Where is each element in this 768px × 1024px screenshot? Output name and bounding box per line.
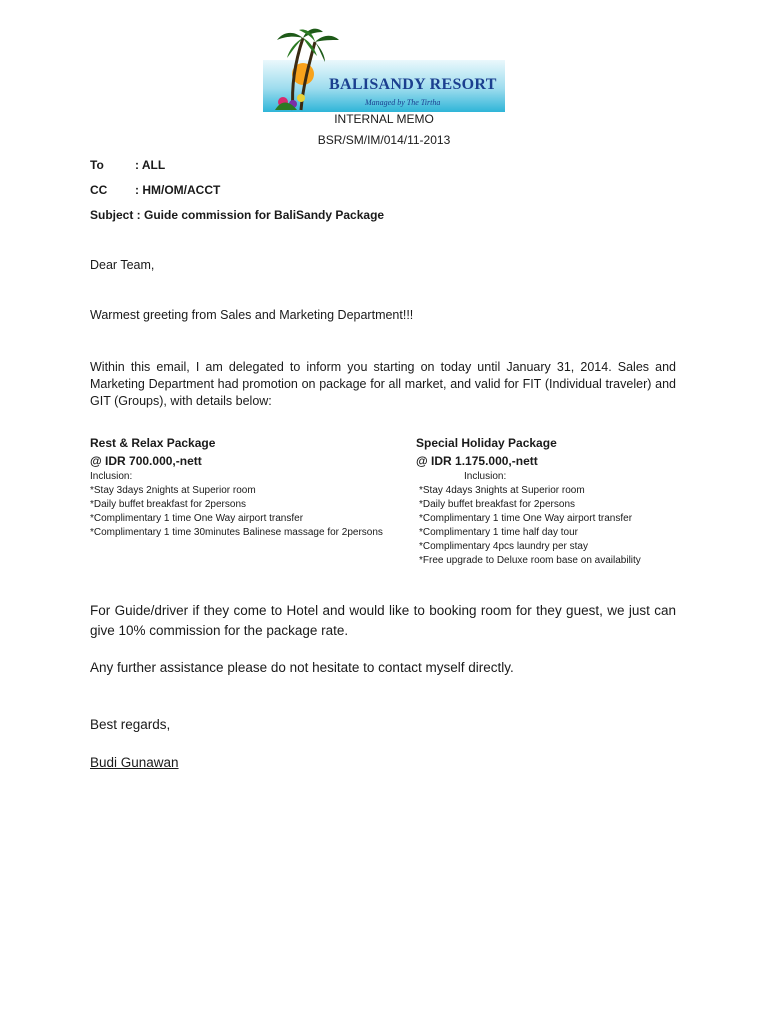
commission-paragraph: For Guide/driver if they come to Hotel and would like to booking room for they guest, we just can give 10% commission for the package rate. xyxy=(90,603,676,638)
package-title: Special Holiday Package xyxy=(416,436,557,450)
inclusion-item: *Daily buffet breakfast for 2persons xyxy=(90,499,247,510)
resort-logo xyxy=(263,24,505,112)
inclusion-item: *Complimentary 1 time half day tour xyxy=(419,527,578,538)
package-price: @ IDR 700.000,-nett xyxy=(90,454,202,468)
inclusion-item: *Stay 3days 2nights at Superior room xyxy=(90,485,256,496)
memo-subject: Subject : Guide commission for BaliSandy Package xyxy=(90,208,385,222)
assistance-line: Any further assistance please do not hesitate to contact myself directly. xyxy=(90,660,514,675)
to-label: To xyxy=(90,158,104,172)
opening-line: Warmest greeting from Sales and Marketing Department!!! xyxy=(90,308,414,322)
logo-tagline: Managed by The Tirtha xyxy=(365,98,441,107)
memo-reference: BSR/SM/IM/014/11-2013 xyxy=(317,133,451,147)
inclusion-item: *Daily buffet breakfast for 2persons xyxy=(419,499,576,510)
memo-title: INTERNAL MEMO xyxy=(334,112,434,126)
to-value: : ALL xyxy=(135,158,166,172)
inclusion-item: *Free upgrade to Deluxe room base on availability xyxy=(419,555,641,566)
inclusion-item: *Complimentary 1 time 30minutes Balinese massage for 2persons xyxy=(90,527,383,538)
package-title: Rest & Relax Package xyxy=(90,436,216,450)
inclusion-item: *Complimentary 1 time One Way airport transfer xyxy=(419,513,633,524)
closing-line: Best regards, xyxy=(90,717,171,732)
package-price: @ IDR 1.175.000,-nett xyxy=(416,454,538,468)
inclusion-label: Inclusion: xyxy=(464,471,507,482)
signature-name: Budi Gunawan xyxy=(90,755,179,770)
inclusion-item: *Complimentary 1 time One Way airport transfer xyxy=(90,513,304,524)
logo-resort-name: BALISANDY RESORT xyxy=(329,76,497,93)
inclusion-label: Inclusion: xyxy=(90,471,133,482)
intro-paragraph: Within this email, I am delegated to inform you starting on today until January 31, 2014. Sales and Marketing Department had promotion on package for all market, and valid for FIT (Individual traveler) and GIT (Groups), with details below: xyxy=(90,360,676,408)
cc-value: : HM/OM/ACCT xyxy=(135,183,221,197)
inclusion-item: *Complimentary 4pcs laundry per stay xyxy=(419,541,588,552)
greeting: Dear Team, xyxy=(90,258,155,272)
cc-label: CC xyxy=(90,183,108,197)
inclusion-item: *Stay 4days 3nights at Superior room xyxy=(419,485,585,496)
